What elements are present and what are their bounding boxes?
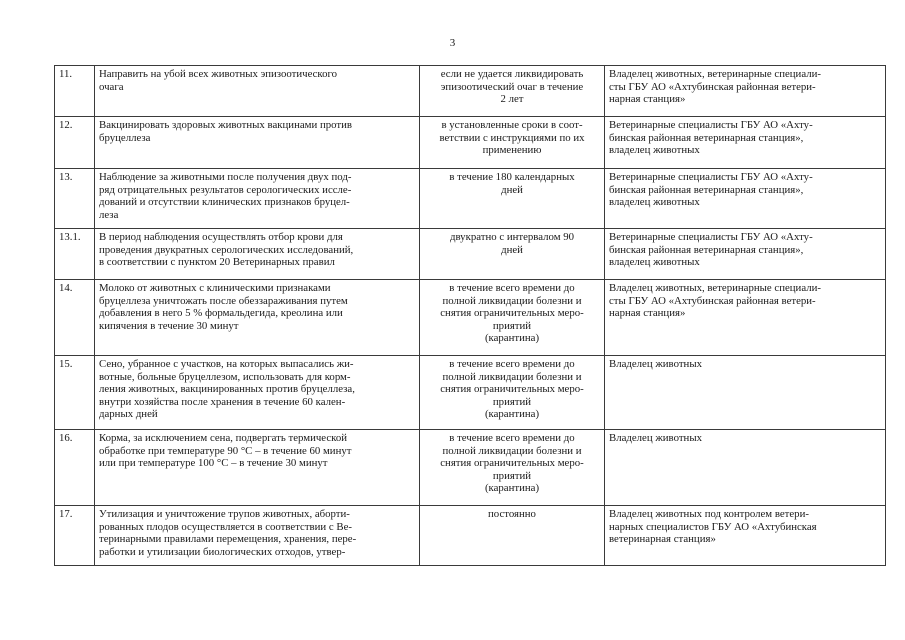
row-number: 13.1. [55, 229, 95, 280]
measure-term: в течение всего времени до полной ликвидации болезни и снятия ограничительных меро- приятий (карантина) [420, 280, 605, 356]
row-number: 17. [55, 506, 95, 566]
measure-description: Сено, убранное с участков, на которых выпасались жи- вотные, больные бруцеллезом, использовать для корм- ления животных, вакцинированных против бруцеллеза, внутри хозяйства после хранения в течение 60 кален- дарных дней [95, 356, 420, 430]
table-row [55, 169, 886, 229]
measure-term: в течение всего времени до полной ликвидации болезни и снятия ограничительных меро- приятий (карантина) [420, 356, 605, 430]
measure-description: В период наблюдения осуществлять отбор крови для проведения двукратных серологических исследований, в соответствии с пунктом 20 Ветеринарных правил [95, 229, 420, 280]
measure-term: в течение всего времени до полной ликвидации болезни и снятия ограничительных меро- приятий (карантина) [420, 430, 605, 506]
measure-responsible: Ветеринарные специалисты ГБУ АО «Ахту- бинская районная ветеринарная станция», владелец животных [605, 229, 886, 280]
measure-responsible: Владелец животных, ветеринарные специали- сты ГБУ АО «Ахтубинская районная ветери- нарная станция» [605, 66, 886, 117]
measure-description: Корма, за исключением сена, подвергать термической обработке при температуре 90 °С – в течение 60 минут или при температуре 100 °С – в течение 30 минут [95, 430, 420, 506]
table-row [55, 229, 886, 280]
measure-term: в течение 180 календарных дней [420, 169, 605, 229]
row-number: 11. [55, 66, 95, 117]
measure-responsible: Ветеринарные специалисты ГБУ АО «Ахту- бинская районная ветеринарная станция», владелец животных [605, 117, 886, 169]
measure-responsible: Владелец животных, ветеринарные специали- сты ГБУ АО «Ахтубинская районная ветери- нарная станция» [605, 280, 886, 356]
table-row [55, 117, 886, 169]
row-number: 13. [55, 169, 95, 229]
measure-term: постоянно [420, 506, 605, 566]
measure-term: двукратно с интервалом 90 дней [420, 229, 605, 280]
measure-description: Молоко от животных с клиническими признаками бруцеллеза уничтожать после обеззараживания путем добавления в него 5 % формальдегида, креолина или кипячения в течение 30 минут [95, 280, 420, 356]
table-row [55, 356, 886, 430]
page-number: 3 [449, 37, 456, 49]
measure-term: если не удается ликвидировать эпизоотический очаг в течение 2 лет [420, 66, 605, 117]
row-number: 15. [55, 356, 95, 430]
row-number: 14. [55, 280, 95, 356]
table-row [55, 506, 886, 566]
table-row [55, 280, 886, 356]
measure-responsible: Владелец животных [605, 356, 886, 430]
row-number: 16. [55, 430, 95, 506]
row-number: 12. [55, 117, 95, 169]
measure-description: Вакцинировать здоровых животных вакцинами против бруцеллеза [95, 117, 420, 169]
measure-responsible: Ветеринарные специалисты ГБУ АО «Ахту- бинская районная ветеринарная станция», владелец животных [605, 169, 886, 229]
measures-table [54, 65, 886, 566]
measure-responsible: Владелец животных под контролем ветери- нарных специалистов ГБУ АО «Ахтубинская ветеринарная станция» [605, 506, 886, 566]
measure-description: Направить на убой всех животных эпизоотического очага [95, 66, 420, 117]
measure-responsible: Владелец животных [605, 430, 886, 506]
table-row [55, 430, 886, 506]
measure-description: Утилизация и уничтожение трупов животных, аборти- рованных плодов осуществляется в соответствии с Ве- теринарными правилами перемещения, хранения, пере- работки и утилизации биологических отходов, утвер- [95, 506, 420, 566]
measure-description: Наблюдение за животными после получения двух под- ряд отрицательных результатов серологических иссле- дований и отсутствии клинических признаков бруцел- леза [95, 169, 420, 229]
measure-term: в установленные сроки в соот- ветствии с инструкциями по их применению [420, 117, 605, 169]
table-row [55, 66, 886, 117]
